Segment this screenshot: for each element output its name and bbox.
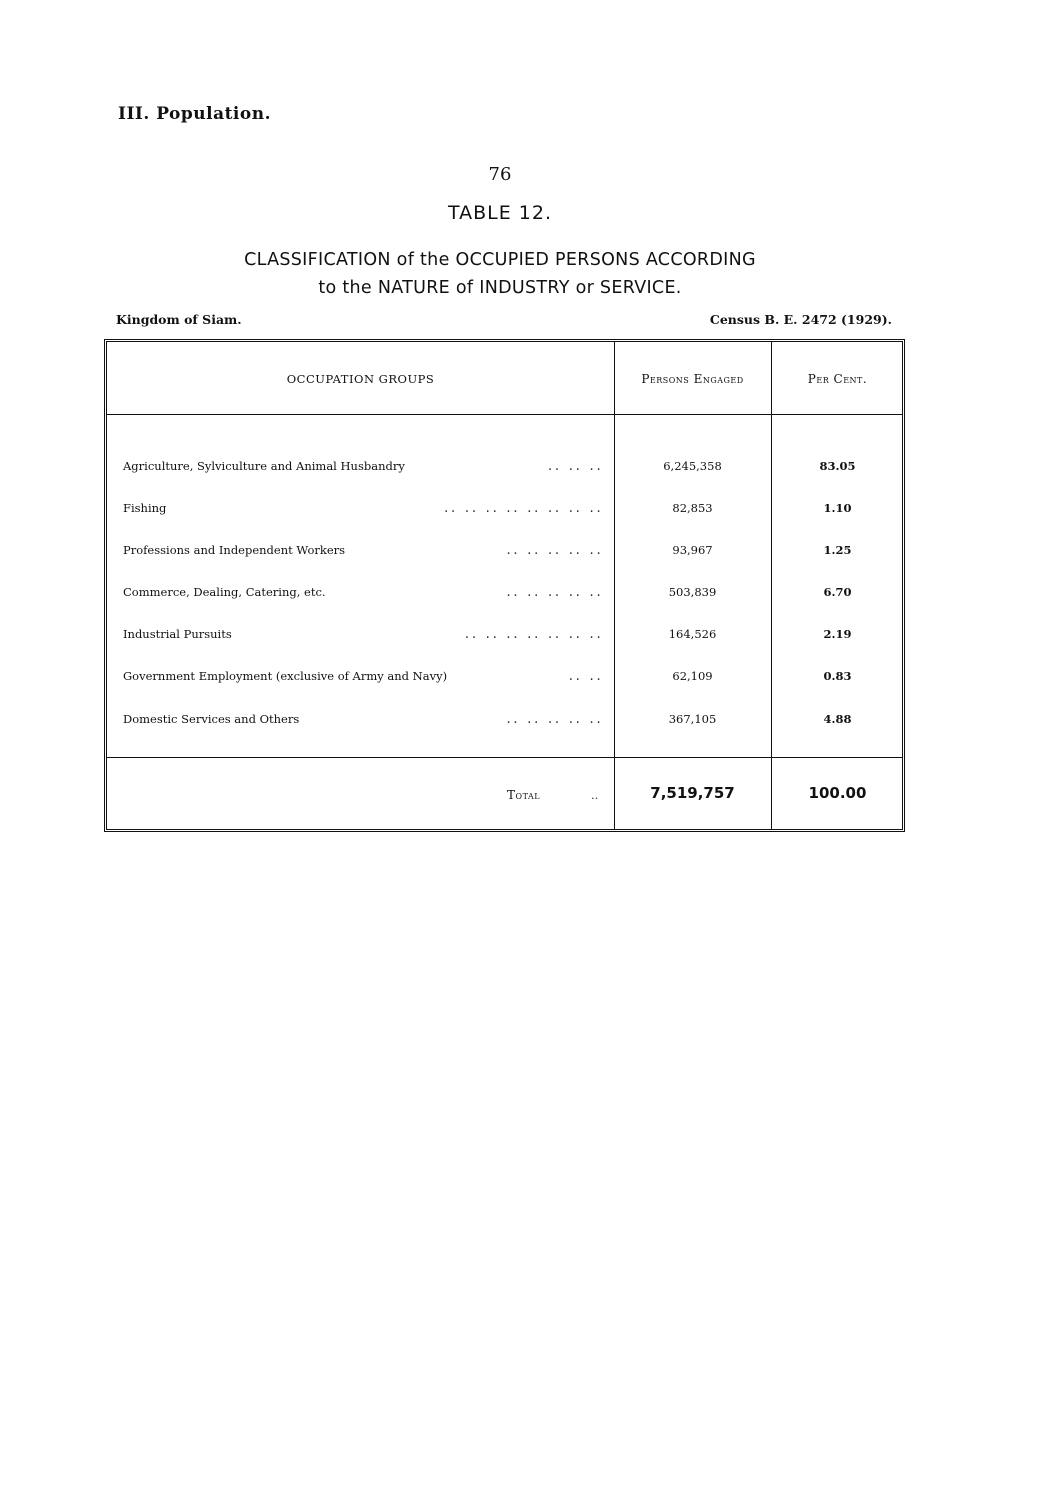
- row-label: Government Employment (exclusive of Army and Navy): [123, 669, 448, 683]
- page-number: 76: [488, 164, 512, 185]
- row-label: Professions and Independent Workers: [123, 543, 346, 557]
- row-label: Commerce, Dealing, Catering, etc.: [123, 585, 326, 599]
- table-caption: [0, 246, 1000, 302]
- table-row: [107, 459, 902, 479]
- row-per-cent: 0.83: [823, 669, 852, 683]
- header-occupation-groups: OCCUPATION GROUPS: [286, 372, 435, 386]
- row-per-cent: 1.25: [823, 543, 852, 557]
- row-persons: 367,105: [668, 712, 717, 726]
- row-leader-dots: .. .. .. .. ..: [505, 712, 602, 726]
- section-heading: III. Population.: [118, 104, 272, 124]
- table-row: [107, 627, 902, 647]
- table-row: [107, 585, 902, 605]
- header-per-cent: Per Cent.: [807, 372, 868, 386]
- census-note: Census B. E. 2472 (1929).: [709, 312, 892, 327]
- caption-line-1: CLASSIFICATION of the OCCUPIED PERSONS ACCORDING: [244, 250, 756, 270]
- total-label: Total: [507, 788, 541, 802]
- row-per-cent: 4.88: [823, 712, 852, 726]
- occupation-table: [104, 339, 905, 832]
- row-persons: 93,967: [672, 543, 713, 557]
- total-per-cent: 100.00: [808, 784, 867, 802]
- row-persons: 503,839: [668, 585, 717, 599]
- row-label: Industrial Pursuits: [123, 627, 232, 641]
- row-persons: 6,245,358: [663, 459, 722, 473]
- row-persons: 62,109: [672, 669, 713, 683]
- header-persons-engaged: Persons Engaged: [641, 372, 744, 386]
- row-label: Domestic Services and Others: [123, 712, 300, 726]
- region-note: Kingdom of Siam.: [116, 312, 242, 327]
- row-leader-dots: .. .. .. .. ..: [505, 585, 602, 599]
- row-leader-dots: .. .. .. .. .. .. .. ..: [442, 501, 602, 515]
- row-leader-dots: .. .. .. .. ..: [505, 543, 602, 557]
- total-persons: 7,519,757: [650, 784, 735, 802]
- table-row: [107, 669, 902, 689]
- table-title: TABLE 12.: [447, 202, 552, 224]
- total-rule: [107, 757, 902, 758]
- total-leader-dots: ..: [591, 788, 599, 802]
- row-per-cent: 6.70: [823, 585, 852, 599]
- row-per-cent: 83.05: [819, 459, 856, 473]
- header-rule: [107, 414, 902, 415]
- table-row: [107, 501, 902, 521]
- row-per-cent: 2.19: [823, 627, 852, 641]
- caption-line-2: to the NATURE of INDUSTRY or SERVICE.: [318, 278, 682, 298]
- row-label: Fishing: [123, 501, 167, 515]
- table-row: [107, 712, 902, 732]
- total-row: [107, 784, 902, 808]
- row-persons: 164,526: [668, 627, 717, 641]
- row-persons: 82,853: [672, 501, 713, 515]
- row-leader-dots: .. .. .. .. .. .. ..: [463, 627, 602, 641]
- row-leader-dots: .. .. ..: [546, 459, 602, 473]
- row-leader-dots: .. ..: [567, 669, 602, 683]
- row-per-cent: 1.10: [823, 501, 852, 515]
- row-label: Agriculture, Sylviculture and Animal Husbandry: [123, 459, 405, 473]
- table-row: [107, 543, 902, 563]
